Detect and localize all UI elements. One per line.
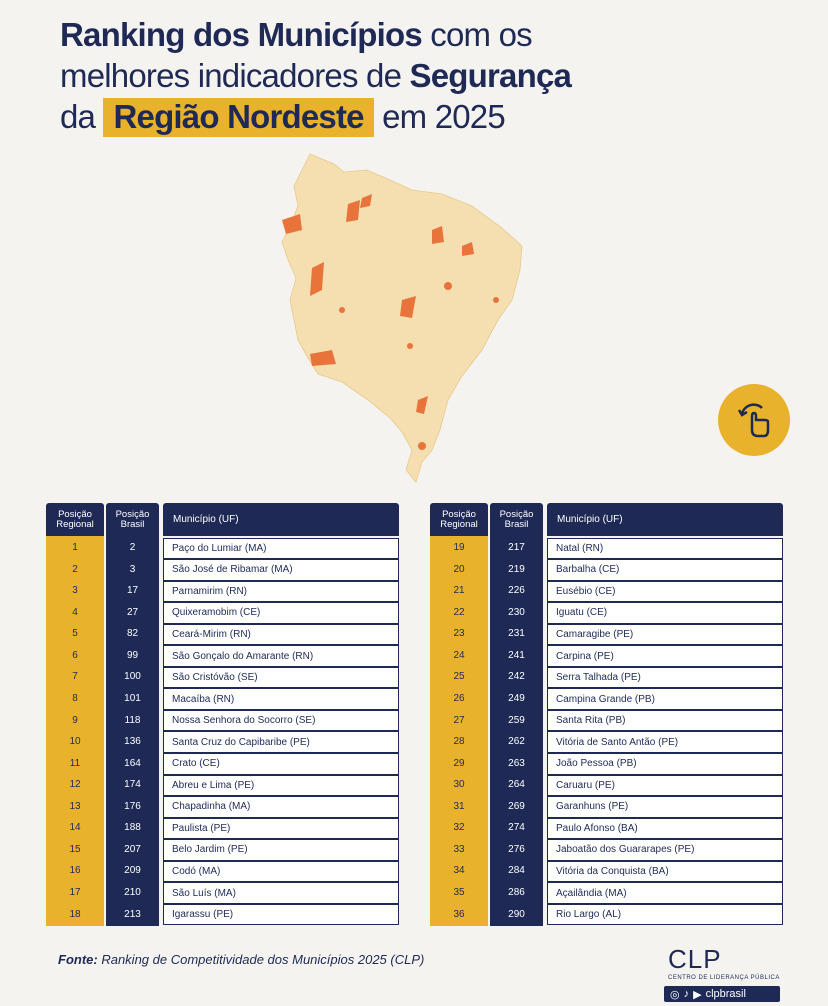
cell-pos-brasil: 82	[126, 628, 139, 640]
cell-municipio: Campina Grande (PB)	[547, 688, 783, 710]
youtube-icon: ▶	[693, 988, 702, 1001]
cell-pos-brasil: 27	[126, 606, 139, 618]
cell-pos-regional: 27	[453, 714, 465, 726]
header-municipio: Município (UF)	[547, 503, 783, 536]
cell-municipio: Santa Cruz do Capibaribe (PE)	[163, 731, 399, 753]
cell-pos-brasil: 262	[508, 736, 525, 748]
cell-pos-brasil: 210	[124, 886, 141, 898]
cell-pos-brasil: 176	[124, 800, 141, 812]
cell-municipio: Chapadinha (MA)	[163, 796, 399, 818]
cell-pos-brasil: 259	[508, 714, 525, 726]
title-line-3: da Região Nordeste em 2025	[60, 98, 505, 135]
northeast-map	[272, 150, 532, 490]
header-pos-regional: Posição Regional	[46, 503, 104, 536]
cell-municipio: Paulista (PE)	[163, 818, 399, 840]
cell-municipio: Açailândia (MA)	[547, 882, 783, 904]
cell-pos-regional: 36	[453, 908, 465, 920]
cell-pos-regional: 35	[453, 886, 465, 898]
cell-pos-regional: 29	[453, 757, 465, 769]
cell-municipio: Caruaru (PE)	[547, 775, 783, 797]
cell-pos-regional: 24	[453, 649, 465, 661]
cell-pos-brasil: 284	[508, 865, 525, 877]
cell-pos-regional: 11	[69, 757, 81, 769]
cell-pos-brasil: 174	[124, 779, 141, 791]
cell-municipio: Barbalha (CE)	[547, 559, 783, 581]
cell-municipio: João Pessoa (PB)	[547, 753, 783, 775]
cell-pos-brasil: 213	[124, 908, 141, 920]
cell-municipio: São Cristóvão (SE)	[163, 667, 399, 689]
cell-pos-regional: 32	[453, 822, 465, 834]
swipe-gesture-icon	[734, 400, 774, 440]
cell-pos-regional: 14	[69, 822, 81, 834]
cell-pos-regional: 17	[69, 886, 81, 898]
cell-municipio: Abreu e Lima (PE)	[163, 775, 399, 797]
cell-pos-brasil: 136	[124, 736, 141, 748]
page-title	[60, 14, 760, 137]
cell-municipio: Paço do Lumiar (MA)	[163, 538, 399, 560]
social-bar[interactable]	[664, 986, 780, 1002]
map-highlight-13	[493, 297, 499, 303]
cell-municipio: Serra Talhada (PE)	[547, 667, 783, 689]
cell-pos-brasil: 231	[508, 628, 525, 640]
cell-municipio: São Gonçalo do Amarante (RN)	[163, 645, 399, 667]
cell-pos-regional: 33	[453, 843, 465, 855]
cell-pos-brasil: 17	[126, 585, 139, 597]
cell-pos-regional: 22	[453, 606, 465, 618]
cell-pos-brasil: 226	[508, 585, 525, 597]
cell-municipio: Jaboatão dos Guararapes (PE)	[547, 839, 783, 861]
cell-pos-brasil: 217	[508, 542, 525, 554]
cell-municipio: Ceará-Mirim (RN)	[163, 624, 399, 646]
cell-pos-regional: 10	[69, 736, 81, 748]
cell-pos-brasil: 241	[508, 649, 525, 661]
logo-brand: CLP	[668, 944, 722, 974]
cell-pos-brasil: 269	[508, 800, 525, 812]
cell-pos-regional: 3	[72, 585, 78, 597]
cell-pos-brasil: 118	[124, 714, 141, 726]
cell-pos-regional: 2	[72, 563, 78, 575]
cell-pos-brasil: 2	[129, 542, 136, 554]
map-highlight-10	[418, 442, 426, 450]
cell-pos-brasil: 3	[129, 563, 136, 575]
cell-municipio: Santa Rita (PB)	[547, 710, 783, 732]
clp-logo	[662, 944, 782, 1002]
map-highlight-12	[407, 343, 413, 349]
cell-pos-brasil: 276	[508, 843, 525, 855]
cell-municipio: Vitória da Conquista (BA)	[547, 861, 783, 883]
logo-subtitle: CENTRO DE LIDERANÇA PÚBLICA	[668, 975, 780, 981]
map-highlight-11	[444, 282, 452, 290]
cell-municipio: Quixeramobim (CE)	[163, 602, 399, 624]
cell-pos-brasil: 99	[126, 649, 139, 661]
cell-municipio: São Luís (MA)	[163, 882, 399, 904]
cell-pos-brasil: 264	[508, 779, 525, 791]
cell-pos-regional: 28	[453, 736, 465, 748]
header-pos-regional: Posição Regional	[430, 503, 488, 536]
cell-municipio: Vitória de Santo Antão (PE)	[547, 731, 783, 753]
cell-pos-regional: 23	[453, 628, 465, 640]
cell-pos-brasil: 100	[124, 671, 141, 683]
cell-municipio: Nossa Senhora do Socorro (SE)	[163, 710, 399, 732]
source-footer: Fonte: Ranking de Competitividade dos Municípios 2025 (CLP)	[58, 952, 425, 967]
cell-pos-regional: 19	[453, 542, 465, 554]
title-highlight: Região Nordeste	[103, 98, 373, 137]
cell-municipio: São José de Ribamar (MA)	[163, 559, 399, 581]
cell-municipio: Crato (CE)	[163, 753, 399, 775]
cell-pos-regional: 16	[69, 865, 81, 877]
cell-pos-regional: 26	[453, 693, 465, 705]
cell-pos-regional: 30	[453, 779, 465, 791]
cell-pos-brasil: 188	[124, 822, 141, 834]
cell-pos-brasil: 242	[508, 671, 525, 683]
cell-pos-regional: 5	[72, 628, 78, 640]
title-line-1: Ranking dos Municípios com os	[60, 16, 532, 53]
cell-pos-regional: 34	[453, 865, 465, 877]
cell-pos-regional: 21	[453, 585, 465, 597]
header-municipio: Município (UF)	[163, 503, 399, 536]
cell-municipio: Belo Jardim (PE)	[163, 839, 399, 861]
cell-pos-regional: 9	[72, 714, 78, 726]
cell-municipio: Parnamirim (RN)	[163, 581, 399, 603]
cell-municipio: Natal (RN)	[547, 538, 783, 560]
map-region-shape	[282, 154, 522, 482]
cell-pos-regional: 20	[453, 563, 465, 575]
map-highlight-14	[339, 307, 345, 313]
cell-pos-regional: 15	[69, 843, 81, 855]
cell-pos-brasil: 230	[508, 606, 525, 618]
cell-municipio: Garanhuns (PE)	[547, 796, 783, 818]
title-line-2: melhores indicadores de Segurança	[60, 57, 572, 94]
cell-pos-regional: 1	[72, 542, 78, 554]
cell-pos-regional: 4	[72, 606, 78, 618]
cell-pos-regional: 8	[72, 693, 78, 705]
cell-pos-brasil: 290	[508, 908, 525, 920]
cell-pos-regional: 7	[72, 671, 78, 683]
cell-pos-brasil: 274	[508, 822, 525, 834]
cell-pos-brasil: 207	[124, 843, 141, 855]
header-pos-brasil: Posição Brasil	[490, 503, 543, 536]
cell-municipio: Paulo Afonso (BA)	[547, 818, 783, 840]
cell-pos-regional: 13	[69, 800, 81, 812]
cell-pos-brasil: 263	[508, 757, 525, 769]
cell-municipio: Eusébio (CE)	[547, 581, 783, 603]
cell-pos-brasil: 209	[124, 865, 141, 877]
cell-municipio: Macaíba (RN)	[163, 688, 399, 710]
header-pos-brasil: Posição Brasil	[106, 503, 159, 536]
cell-pos-regional: 18	[69, 908, 81, 920]
tiktok-icon: ♪	[683, 988, 690, 1000]
cell-municipio: Igarassu (PE)	[163, 904, 399, 926]
cell-pos-regional: 31	[453, 800, 465, 812]
cell-pos-brasil: 164	[124, 757, 141, 769]
cell-pos-brasil: 101	[124, 693, 141, 705]
cell-pos-regional: 6	[72, 649, 78, 661]
swipe-gesture-button[interactable]	[718, 384, 790, 456]
cell-municipio: Iguatu (CE)	[547, 602, 783, 624]
cell-pos-brasil: 219	[508, 563, 525, 575]
cell-pos-brasil: 286	[508, 886, 525, 898]
cell-municipio: Codó (MA)	[163, 861, 399, 883]
cell-pos-regional: 25	[453, 671, 465, 683]
cell-pos-brasil: 249	[508, 693, 525, 705]
instagram-icon: ◎	[670, 988, 680, 1001]
cell-municipio: Camaragibe (PE)	[547, 624, 783, 646]
cell-municipio: Rio Largo (AL)	[547, 904, 783, 926]
cell-municipio: Carpina (PE)	[547, 645, 783, 667]
social-handle: clpbrasil	[705, 988, 746, 1000]
cell-pos-regional: 12	[69, 779, 81, 791]
